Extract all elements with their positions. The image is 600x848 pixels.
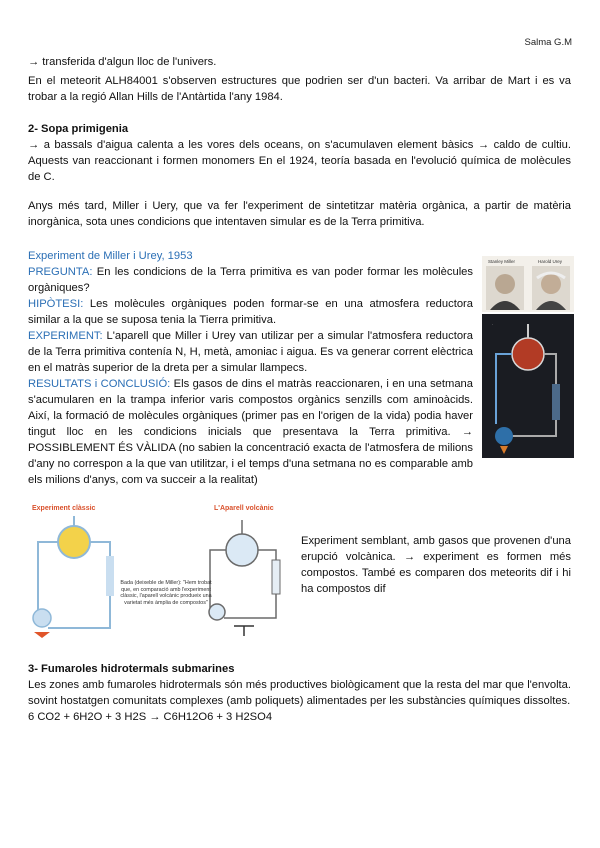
resultats-text: Els gasos de dins el matràs reaccionaren, i en una setmana s'acumularen en la trampa inferior varis compostos orgànics senzills com aminoàcids. Així, la formació de molècules orgàniques (primer pas en l'origen de la vida) podia haver tingut lloc en les condicions inicials que presentava la Terra primitiva. → POSSIBLEMENT ÉS VÀLIDA (no sabien la concentració exacta de l'atmosfera de milions d'any no correspon a la que van utilitzar, i el temps d'una setmana no es comparable amb els milions d'anys, com va succeir a la realitat) [28, 378, 473, 486]
section-3-title: 3- Fumaroles hidrotermals submarines [28, 663, 235, 675]
hipotesi-text: Les molècules orgàniques poden formar-se en una atmosfera reductora similar a la que se suposa tenia la Tierra primitiva. [28, 298, 473, 326]
svg-text:·: · [492, 322, 494, 327]
classic-vs-volcanic-figure [14, 500, 296, 640]
intro-line-1: → transferida d'algun lloc de l'univers. [28, 56, 217, 68]
volcanic-figure-title: L'Aparell volcànic [214, 505, 274, 512]
section-2-para-1: → a bassals d'aigua calenta a les vores dels oceans, on s'acumulaven element bàsics → caldo de cultiu. Aquests van reaccionant i formen monomers En el 1924, teoría basada en l'evolució química de molècules de C. [28, 139, 571, 183]
photo-label-miller: Stanley Miller [488, 259, 516, 264]
experiment-text: L'aparell que Miller i Urey van utilizar per a simular l'atmosfera reductora de la Terra primitiva contenía N, H, metà, amoniac i aigua. Es va generar corrent elèctrica en el matràs superior de la dreta per a simular llampecs. [28, 330, 473, 374]
section-3-para: Les zones amb fumaroles hidrotermals són més productives biològicament que la resta del mar que l'envolta. sovint hostatgen comunitats complexes (amb poliquets) alimentades per les substàncies químiques dissoltes. [28, 679, 571, 707]
author-header: Salma G.M [524, 37, 572, 48]
section-2-title: 2- Sopa primigenia [28, 123, 129, 135]
scientists-photos [482, 256, 574, 312]
section-2-para-2: Anys més tard, Miller i Uery, que va fer l'experiment de sintetitzar matèria orgànica, a partir de matèria inorgànica, sota unes condicions que intentaven simular es de la Terra primitiva. [28, 200, 571, 228]
bada-note: Bada (deixeble de Miller): "Hem trobat que, en comparació amb l'experiment clàssic, l'aparell volcànic produeix una varietat més àmplia de compostos" [120, 580, 212, 606]
miller-urey-apparatus [482, 314, 574, 458]
experiment-label: EXPERIMENT: [28, 330, 103, 342]
pregunta-text: En les condicions de la Terra primitiva es van poder formar les molècules orgàniques? [28, 266, 473, 294]
classic-figure-title: Experiment clàssic [32, 505, 96, 512]
hipotesi-label: HIPÒTESI: [28, 298, 84, 310]
experiment-body [28, 264, 473, 488]
equation: 6 CO2 + 6H2O + 3 H2S → C6H12O6 + 3 H2SO4 [28, 711, 273, 723]
photo-label-urey: Harold Urey [538, 259, 563, 264]
intro-paragraph: En el meteorit ALH84001 s'observen estructures que podrien ser d'un bacteri. Va arribar de Mart i es va trobar a la regió Allan Hills de l'Antàrtida l'any 1984. [28, 75, 571, 103]
pregunta-label: PREGUNTA: [28, 266, 93, 278]
experiment-title: Experiment de Miller i Urey, 1953 [28, 250, 193, 262]
volcanic-experiment-text: Experiment semblant, amb gasos que provenen d'una erupció volcànica. → experiment es formen més compostos. També es comparen dos meteorits dif i hi ha compostos dif [301, 535, 571, 595]
resultats-label: RESULTATS i CONCLUSIÓ: [28, 378, 171, 390]
